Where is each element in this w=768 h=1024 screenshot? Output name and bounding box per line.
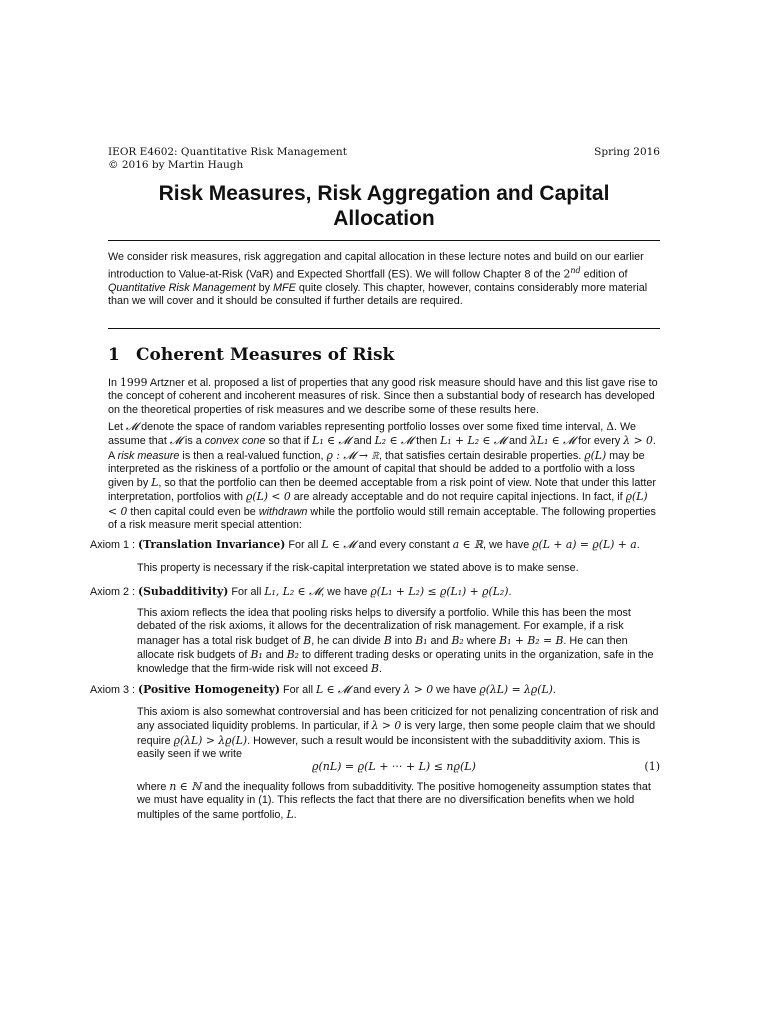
axiom-note-text: and <box>427 634 452 647</box>
axiom-math: ϱ(L + a) = ϱ(L) + a <box>532 538 637 551</box>
axiom-text: , we have <box>321 586 371 598</box>
def-text: and <box>350 435 375 448</box>
axiom-note-text: This axiom reflects the idea that pooling risks helps to diversify a portfolio. While this has been the most debated of the risk axioms, it allows for the decentralization of risk management. For example, if a risk manager has a total risk budget of <box>137 607 631 647</box>
axiom-note-math: B₂ <box>451 633 464 647</box>
axiom-math: a ∈ ℝ <box>452 538 483 551</box>
edition-superscript: nd <box>570 266 581 276</box>
intro-text-a: In <box>108 377 121 389</box>
abstract-text-1: We consider risk measures, risk aggregation and capital allocation in these lecture notes and build on our earlier introduction to Value-at-Risk (VaR) and Expected Shortfall (ES). We will follow Chapter 8 of the <box>108 251 644 281</box>
def-text: are already acceptable and do not require capital injections. In fact, if <box>290 491 626 504</box>
axiom-2-note <box>137 607 660 676</box>
axiom-3-note <box>137 706 660 761</box>
axiom-name: (Subadditivity) <box>138 585 229 598</box>
axiom-note-math: λ > 0 <box>371 719 402 733</box>
axiom-note-text: into <box>391 634 416 647</box>
definition-paragraph <box>108 420 660 532</box>
closing-paragraph <box>137 780 660 822</box>
axiom-note-text: to different trading desks or operating units in the organization, safe in the knowledge that the firm-wide risk will not exceed <box>137 648 654 676</box>
book-title: Quantitative Risk Management <box>108 282 256 295</box>
convex-cone-term: convex cone <box>204 435 266 448</box>
axiom-1-note: This property is necessary if the risk-capital interpretation we stated above is to make sense. <box>137 562 579 574</box>
axiom-label: Axiom 1 : <box>90 539 139 551</box>
def-math: 𝓜 <box>126 420 139 433</box>
def-text: Let <box>108 421 127 433</box>
def-text: denote the space of random variables representing portfolio losses over some fixed time interval, <box>138 421 607 433</box>
closing-text: where <box>137 781 170 793</box>
axiom-text: and every constant <box>355 539 453 551</box>
def-math: ϱ(L) < 0 <box>108 490 648 518</box>
closing-text: . <box>293 808 297 821</box>
section-title: Coherent Measures of Risk <box>136 345 395 365</box>
axiom-note-text: where <box>463 634 500 647</box>
def-text: may be interpreted as the riskiness of a portfolio or the amount of capital that should be added to a portfolio with a loss given by <box>108 449 645 490</box>
axiom-note-math: B₁ <box>250 647 263 661</box>
axiom-note-text: . He can then allocate risk budgets of <box>137 634 628 661</box>
def-math: ϱ : 𝓜 → ℝ <box>326 448 379 462</box>
abstract-rule-bottom <box>108 328 660 329</box>
def-text: and <box>505 435 530 448</box>
def-text: . A <box>108 435 656 462</box>
abstract <box>108 251 660 309</box>
equation-body: ϱ(nL) = ϱ(L + ··· + L) ≤ nϱ(L) <box>312 760 476 773</box>
axiom-note-math: ϱ(λL) > λϱ(L) <box>173 733 248 747</box>
closing-math: n ∈ ℕ <box>169 780 202 793</box>
def-text: is a <box>181 435 205 448</box>
def-math: λ > 0 <box>623 434 653 448</box>
abstract-text-4: quite closely. This chapter, however, contains considerably more material than we will cover and it should be consulted if further details are required. <box>108 282 648 308</box>
axiom-text: For all <box>279 684 316 696</box>
def-math: ϱ(L) < 0 <box>246 490 291 504</box>
def-math: λL₁ ∈ 𝓜 <box>529 434 576 448</box>
axiom-note-text: and <box>262 648 287 661</box>
def-text: then <box>413 435 441 448</box>
axiom-note-text: This axiom is also somewhat controversial and has been criticized for not penalizing concentration of risk and any associated liquidity problems. In particular, if <box>137 706 659 733</box>
mfe-abbrev: MFE <box>273 282 296 295</box>
def-text: for every <box>575 435 624 448</box>
abstract-text-3: by <box>255 282 274 295</box>
intro-year: 1999 <box>120 376 148 389</box>
def-math: Δ <box>606 420 615 433</box>
def-text: , so that the portfolio can then be deemed acceptable from a risk point of view. Note that under this latter interpretation, portfolios with <box>108 477 656 504</box>
def-math: L <box>151 476 159 490</box>
title-rule-top <box>108 240 660 241</box>
axiom-label: Axiom 3 : <box>90 684 139 696</box>
axiom-note-math: B₁ <box>415 633 428 647</box>
axiom-note-text: , he can divide <box>311 634 384 647</box>
abstract-text-2: edition of <box>580 268 628 281</box>
def-text: while the portfolio would still remain acceptable. The following properties of a risk measure merit special attention: <box>108 505 656 532</box>
axiom-text: For all <box>285 539 322 551</box>
axiom-note-math: B <box>371 662 379 676</box>
copyright-line: © 2016 by Martin Haugh <box>108 159 244 171</box>
axiom-text: . <box>508 586 512 598</box>
def-math: L₁ ∈ 𝓜 <box>312 434 351 448</box>
axiom-note-text: . <box>378 663 382 676</box>
axiom-math: ϱ(λL) = λϱ(L) <box>479 683 553 696</box>
axiom-text: For all <box>228 586 265 598</box>
course-name: IEOR E4602: Quantitative Risk Management <box>108 146 347 158</box>
section-heading <box>108 345 394 365</box>
axiom-3 <box>90 683 660 697</box>
axiom-math: L ∈ 𝓜 <box>321 538 356 551</box>
def-text: , that satisfies certain desirable properties. <box>378 449 585 462</box>
intro-text-b: Artzner et al. proposed a list of properties that any good risk measure should have and this list gave rise to the concept of coherent and incoherent measures of risk. Since then a substantial body of research has developed on the theoretical properties of risk measures and we describe some of these results here. <box>108 377 658 416</box>
equation-number: (1) <box>644 760 660 773</box>
closing-math: L <box>286 807 294 821</box>
axiom-note-math: B <box>303 633 312 647</box>
axiom-math: ϱ(L₁ + L₂) ≤ ϱ(L₁) + ϱ(L₂) <box>370 585 509 598</box>
axiom-note-math: B <box>383 633 392 647</box>
axiom-text: we have <box>433 684 480 696</box>
axiom-2 <box>90 585 660 599</box>
def-text: . We assume that <box>108 421 637 448</box>
def-text: is then a real-valued function, <box>179 449 327 462</box>
withdrawn-term: withdrawn <box>258 505 308 518</box>
axiom-name: (Translation Invariance) <box>138 538 286 551</box>
axiom-1 <box>90 538 660 552</box>
closing-text: and the inequality follows from subadditivity. The positive homogeneity assumption states that we must have equality in (1). This reflects the fact that there are no diversification benefits when we hold multiples of the same portfolio, <box>137 781 651 821</box>
axiom-text: and every <box>350 684 404 696</box>
axiom-text: , we have <box>482 539 533 551</box>
edition-number: 2 <box>563 267 571 281</box>
def-text: then capital could even be <box>127 505 259 518</box>
intro-paragraph <box>108 376 660 417</box>
def-math: ϱ(L) <box>584 448 607 462</box>
def-text: so that if <box>265 435 313 448</box>
axiom-math: L ∈ 𝓜 <box>315 683 351 696</box>
section-number: 1 <box>108 345 120 365</box>
axiom-text: . <box>636 539 640 551</box>
axiom-note-text: . However, such a result would be inconsistent with the subadditivity axiom. This is easily seen if we write <box>137 734 640 760</box>
axiom-note-text: is very large, then some people claim that we should require <box>137 720 656 747</box>
def-math: L₁ + L₂ ∈ 𝓜 <box>440 434 506 448</box>
axiom-text: . <box>552 684 556 696</box>
page-title: Risk Measures, Risk Aggregation and Capital Allocation <box>158 182 610 230</box>
axiom-name: (Positive Homogeneity) <box>138 683 280 696</box>
axiom-math: L₁, L₂ ∈ 𝓜 <box>264 585 322 598</box>
axiom-note-math: B₂ <box>286 647 299 661</box>
def-math: L₂ ∈ 𝓜 <box>374 434 414 448</box>
axiom-math: λ > 0 <box>403 683 434 696</box>
risk-measure-term: risk measure <box>117 449 180 462</box>
axiom-note-math: B₁ + B₂ = B <box>499 633 564 647</box>
term-label: Spring 2016 <box>594 146 660 158</box>
header-left <box>108 146 347 172</box>
def-math: 𝓜 <box>169 434 182 448</box>
axiom-label: Axiom 2 : <box>90 586 139 598</box>
